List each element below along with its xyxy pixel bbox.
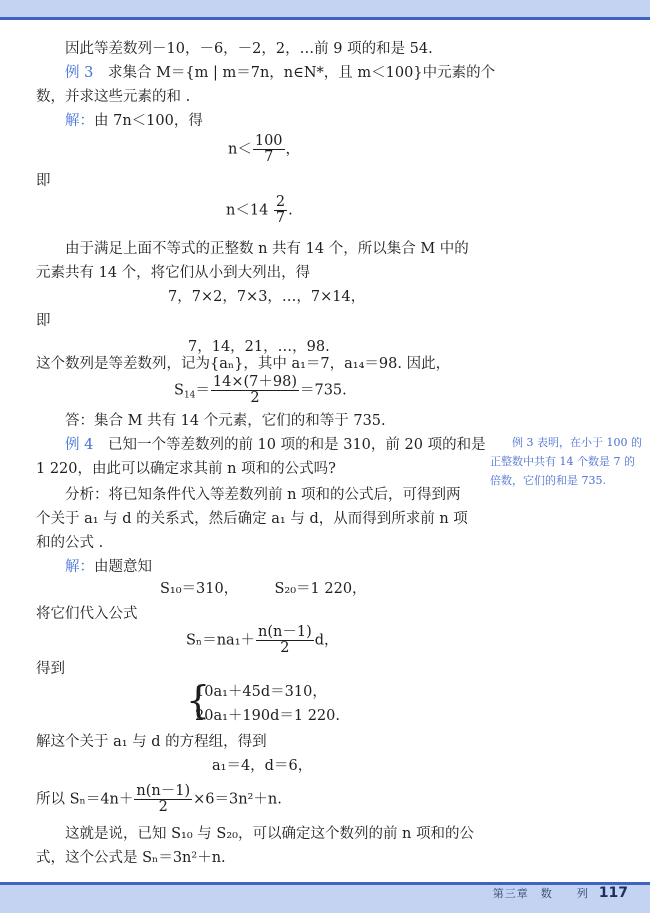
- solution-values: a₁＝4，d＝6，: [212, 758, 313, 774]
- analysis-line: 分析：将已知条件代入等差数列前 n 项和的公式后，可得到两: [65, 487, 461, 503]
- math-text: n＜: [228, 141, 252, 158]
- example-3-label: 例 3: [65, 65, 94, 81]
- fraction: [253, 134, 285, 165]
- solution-label: 解：: [65, 559, 94, 575]
- set-expression: M＝{m | m＝7n，n∈N*，且 m＜100}: [156, 65, 423, 81]
- text-line: 即: [36, 313, 51, 329]
- text: 已知一个等差数列的前 10 项的和是 310，前 20 项的和是: [107, 437, 486, 453]
- math-text: n＜14: [226, 202, 273, 219]
- subscript: 14: [183, 390, 196, 401]
- numerator: 14×(7＋98): [212, 374, 297, 390]
- denominator: 2: [280, 640, 290, 656]
- text-line: 因此等差数列－10，－6，－2，2，…前 9 项的和是 54.: [65, 41, 433, 57]
- sum-formula-s14: [174, 375, 347, 406]
- inequality-1: [228, 134, 300, 165]
- note-line: 例 3 表明，在小于 100 的: [512, 436, 642, 449]
- math-text: 所以 Sₙ＝4n＋: [36, 791, 134, 808]
- math-text: S: [174, 382, 184, 399]
- page-footer: [493, 885, 628, 901]
- numerator: 100: [254, 133, 283, 149]
- numerator: n(n－1): [258, 624, 312, 640]
- denominator: 7: [264, 149, 274, 165]
- final-formula: [36, 784, 282, 815]
- text-line: 即: [36, 173, 51, 189]
- text-line: 将它们代入公式: [36, 606, 138, 622]
- denominator: 2: [250, 390, 260, 406]
- text-line: 式，这个公式是 Sₙ＝3n²＋n.: [36, 850, 226, 866]
- sequence-2: 7，14，21，…，98.: [188, 339, 330, 355]
- note-line: 倍数，它们的和是 735.: [490, 474, 606, 487]
- math-text: ＝: [195, 382, 210, 399]
- fraction: [274, 195, 287, 226]
- fraction: [134, 784, 192, 815]
- sum-formula-general: [186, 625, 339, 656]
- math-text: ，: [285, 141, 301, 158]
- note-line: 正整数中共有 14 个数是 7 的: [490, 455, 635, 468]
- example-3-line: [65, 64, 495, 82]
- text-line: 由于满足上面不等式的正整数 n 共有 14 个，所以集合 M 中的: [65, 241, 469, 257]
- text-line: 数，并求这些元素的和 .: [36, 89, 191, 105]
- math-text: Sₙ＝na₁＋: [186, 632, 256, 649]
- page-number: 117: [598, 885, 628, 901]
- denominator: 2: [158, 799, 168, 815]
- text-line: 解这个关于 a₁ 与 d 的方程组，得到: [36, 734, 267, 750]
- fraction: [256, 625, 314, 656]
- text-line: 元素共有 14 个，将它们从小到大列出，得: [36, 265, 311, 281]
- fraction: [211, 375, 299, 406]
- math-text: ×6＝3n²＋n.: [193, 791, 282, 808]
- text-line: 个关于 a₁ 与 d 的关系式，然后确定 a₁ 与 d，从而得到所求前 n 项: [36, 511, 468, 527]
- math-text: ＝735.: [299, 382, 347, 399]
- text-line: 和的公式 .: [36, 535, 104, 551]
- example-4-label: 例 4: [65, 437, 94, 453]
- text: 求集合: [107, 65, 157, 81]
- text: 由 7n＜100，得: [94, 113, 203, 129]
- given-values: S₁₀＝310， S₂₀＝1 220，: [160, 581, 367, 597]
- equation-2: 20a₁＋190d＝1 220.: [195, 708, 340, 724]
- answer-line: 答：集合 M 共有 14 个元素，它们的和等于 735.: [65, 413, 386, 429]
- header-band: [0, 0, 650, 20]
- text: 中元素的个: [422, 65, 496, 81]
- text-line: 这就是说，已知 S₁₀ 与 S₂₀，可以确定这个数列的前 n 项和的公: [65, 826, 474, 842]
- inequality-2: [226, 195, 293, 226]
- solution-2-line: [65, 558, 152, 576]
- equation-1: 10a₁＋45d＝310，: [195, 684, 327, 700]
- denominator: 7: [275, 210, 286, 226]
- math-text: .: [288, 202, 293, 219]
- solution-line: [65, 112, 203, 130]
- text-line: 1 220，由此可以确定求其前 n 项和的公式吗?: [36, 461, 336, 477]
- text: 由题意知: [94, 559, 152, 575]
- margin-note: [490, 433, 650, 490]
- chapter-title: 第三章 数 列: [492, 887, 589, 900]
- example-4-line: [65, 436, 486, 454]
- system-brace: {: [186, 678, 211, 722]
- text-line: 得到: [36, 661, 65, 677]
- text-line: 这个数列是等差数列，记为{aₙ}，其中 a₁＝7，a₁₄＝98. 因此，: [36, 356, 451, 372]
- sequence-1: 7，7×2，7×3，…，7×14，: [168, 289, 366, 305]
- numerator: 2: [275, 194, 286, 210]
- numerator: n(n－1): [136, 783, 191, 799]
- math-text: d，: [314, 632, 339, 649]
- solution-label: 解：: [65, 113, 94, 129]
